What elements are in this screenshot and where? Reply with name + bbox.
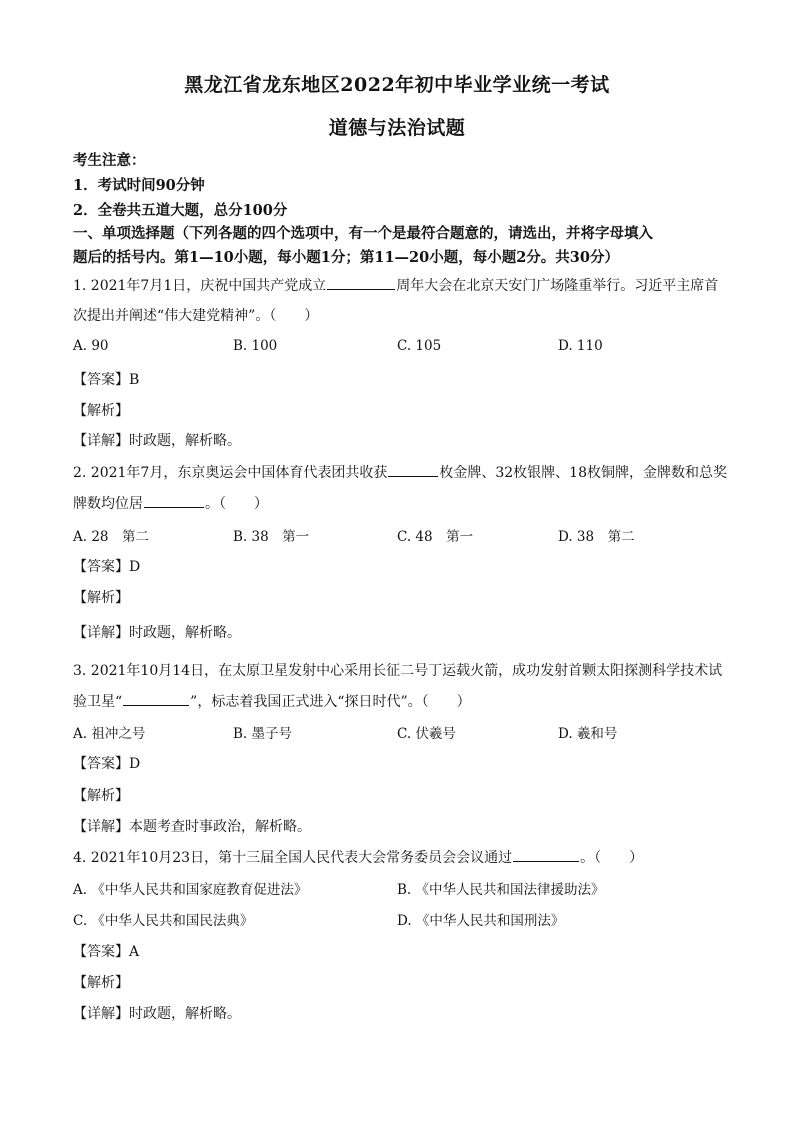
question-2-answer bbox=[73, 556, 140, 576]
detail-text: 本题考查时事政治，解析略。 bbox=[129, 819, 311, 835]
answer-blank bbox=[388, 463, 438, 477]
question-1-option-d: D. 110 bbox=[558, 338, 603, 354]
answer-label: 【答案】 bbox=[73, 372, 129, 388]
question-3-option-c: C. 伏羲号 bbox=[397, 726, 456, 742]
question-4-option-b: B. 《中华人民共和国法律援助法》 bbox=[397, 882, 605, 898]
question-1-answer bbox=[73, 369, 139, 389]
question-2-text-d: 。（ ） bbox=[205, 496, 268, 512]
answer-value: B bbox=[129, 372, 140, 388]
answer-blank bbox=[513, 848, 579, 862]
answer-value: A bbox=[129, 944, 140, 960]
question-1-line-1 bbox=[73, 275, 718, 295]
answer-blank bbox=[144, 494, 204, 508]
section-instruction-1: 一、单项选择题（下列各题的四个选项中，有一个是最符合题意的，请选出，并将字母填入 bbox=[73, 225, 653, 242]
exam-subtitle: 道德与法治试题 bbox=[328, 117, 466, 139]
question-2-text-c: 牌数均位居 bbox=[73, 496, 143, 512]
answer-value: D bbox=[129, 756, 141, 772]
detail-label: 【详解】 bbox=[73, 433, 129, 449]
question-4-option-c: C. 《中华人民共和国民法典》 bbox=[73, 913, 254, 929]
detail-text: 时政题，解析略。 bbox=[129, 1006, 241, 1022]
question-4-answer bbox=[73, 941, 139, 961]
detail-label: 【详解】 bbox=[73, 625, 129, 641]
question-4-option-d: D. 《中华人民共和国刑法》 bbox=[397, 913, 565, 929]
question-2-analysis-label: 【解析】 bbox=[73, 590, 129, 606]
question-2-line-2 bbox=[73, 493, 268, 513]
question-3-line-1: 3. 2021年10月14日，在太原卫星发射中心采用长征二号丁运载火箭，成功发射首颗太阳探测科学技术试 bbox=[73, 663, 723, 679]
question-1-text-b: 周年大会在北京天安门广场隆重举行。习近平主席首 bbox=[396, 278, 719, 294]
question-3-option-d: D. 羲和号 bbox=[558, 726, 618, 742]
question-1-detail bbox=[73, 430, 241, 450]
question-2-option-a: A. 28 第二 bbox=[73, 529, 150, 545]
question-1-option-c: C. 105 bbox=[397, 338, 442, 354]
detail-text: 时政题，解析略。 bbox=[129, 433, 241, 449]
question-4-option-a: A. 《中华人民共和国家庭教育促进法》 bbox=[73, 882, 308, 898]
detail-text: 时政题，解析略。 bbox=[129, 625, 241, 641]
answer-blank bbox=[123, 692, 189, 706]
question-1-text-a: 1. 2021年7月1日，庆祝中国共产党成立 bbox=[73, 278, 327, 294]
detail-label: 【详解】 bbox=[73, 819, 129, 835]
question-2-option-b: B. 38 第一 bbox=[233, 529, 310, 545]
question-2-option-c: C. 48 第一 bbox=[397, 529, 474, 545]
question-3-answer bbox=[73, 753, 140, 773]
question-3-detail bbox=[73, 816, 311, 836]
notice-item-1: 1．考试时间90分钟 bbox=[73, 177, 205, 194]
question-3-option-b: B. 墨子号 bbox=[233, 726, 293, 742]
answer-value: D bbox=[129, 559, 141, 575]
question-3-line-2 bbox=[73, 691, 471, 711]
detail-label: 【详解】 bbox=[73, 1006, 129, 1022]
question-1-line-2: 次提出并阐述“伟大建党精神”。（ ） bbox=[73, 308, 319, 324]
question-3-text-b: ”，标志着我国正式进入“探日时代”。（ ） bbox=[190, 694, 471, 710]
exam-title: 黑龙江省龙东地区2022年初中毕业学业统一考试 bbox=[184, 74, 610, 96]
answer-label: 【答案】 bbox=[73, 756, 129, 772]
question-1-option-b: B. 100 bbox=[233, 338, 278, 354]
answer-label: 【答案】 bbox=[73, 944, 129, 960]
answer-blank bbox=[327, 276, 395, 290]
question-4-line-1 bbox=[73, 847, 643, 867]
question-4-text-a: 4. 2021年10月23日，第十三届全国人民代表大会常务委员会会议通过 bbox=[73, 850, 513, 866]
question-4-text-b: 。（ ） bbox=[580, 850, 644, 866]
question-3-option-a: A. 祖冲之号 bbox=[73, 726, 146, 742]
answer-label: 【答案】 bbox=[73, 559, 129, 575]
question-1-option-a: A. 90 bbox=[73, 338, 109, 354]
question-1-analysis-label: 【解析】 bbox=[73, 403, 129, 419]
question-4-detail bbox=[73, 1003, 241, 1023]
question-2-text-b: 枚金牌、32枚银牌、18枚铜牌，金牌数和总奖 bbox=[439, 465, 727, 481]
notice-item-2: 2．全卷共五道大题，总分100分 bbox=[73, 202, 288, 219]
question-2-detail bbox=[73, 622, 241, 642]
question-2-text-a: 2. 2021年7月，东京奥运会中国体育代表团共收获 bbox=[73, 465, 388, 481]
question-3-text-a: 验卫星“ bbox=[73, 694, 123, 710]
question-2-option-d: D. 38 第二 bbox=[558, 529, 635, 545]
question-2-line-1 bbox=[73, 462, 727, 482]
notice-heading: 考生注意： bbox=[73, 152, 146, 169]
question-4-analysis-label: 【解析】 bbox=[73, 975, 129, 991]
question-3-analysis-label: 【解析】 bbox=[73, 788, 129, 804]
section-instruction-2: 题后的括号内。第1—10小题，每小题1分；第11—20小题，每小题2分。共30分） bbox=[73, 249, 619, 266]
